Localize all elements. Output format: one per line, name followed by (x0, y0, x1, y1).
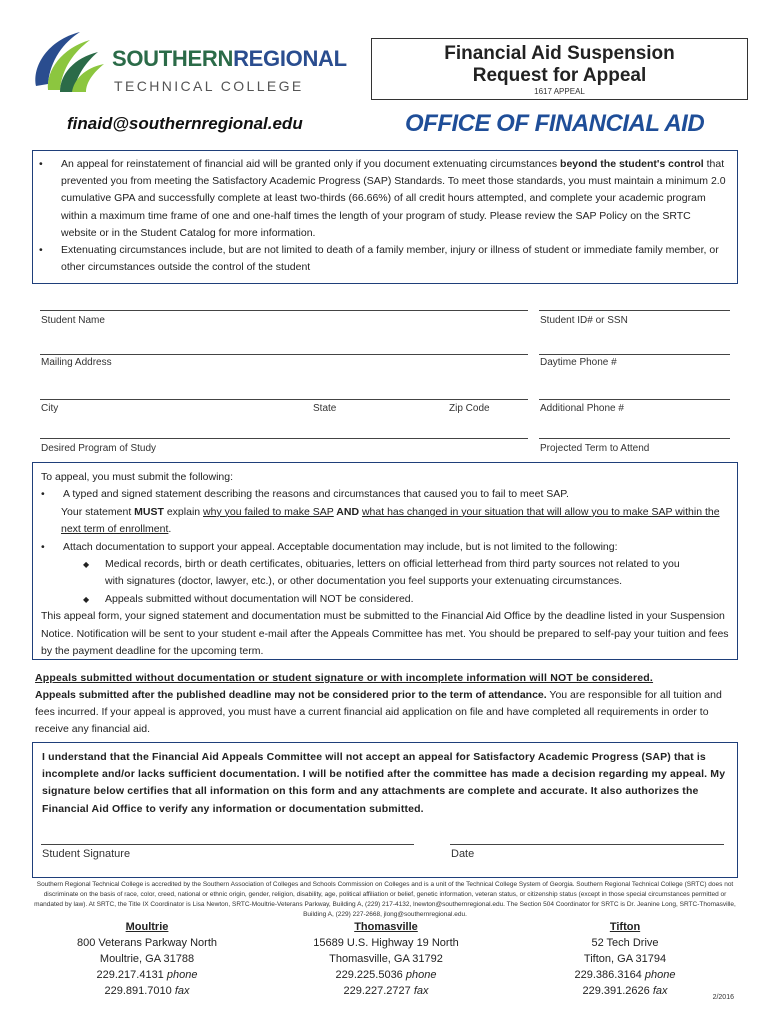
form-title-line-1: Financial Aid Suspension (444, 43, 675, 64)
appeal-closing: This appeal form, your signed statement and documentation must be submitted to the Financial Aid Office by the deadline listed in your Suspension Notice. Notification will be sent to your student e-mail after the Appeals Committee has met. You should be prepared to self-pay your tuition and fees by the payment deadline for the upcoming term. (41, 610, 729, 658)
contact-email: finaid@southernregional.edu (67, 114, 303, 133)
additional-phone-field[interactable] (539, 399, 730, 400)
campus-phone: 229.386.3164 phone (574, 969, 676, 981)
daytime-phone-field[interactable] (539, 354, 730, 355)
campus-fax: 229.227.2727 fax (343, 985, 429, 997)
logo-swoosh-icon (28, 26, 112, 100)
campus-moultrie (37, 919, 257, 999)
form-title-line-2: Request for Appeal (472, 65, 647, 86)
appeal-bullet-2 (41, 539, 729, 556)
intro-bullet-1 (39, 156, 727, 242)
campus-city: Thomasville, GA 31792 (329, 953, 443, 965)
bullet-icon: • (39, 158, 43, 170)
logo-part-1: SOUTHERN (112, 46, 234, 71)
appeal-bullet-1 (41, 486, 729, 503)
additional-phone-label: Additional Phone # (540, 403, 624, 414)
appeal-b1-text: A typed and signed statement describing the reasons and circumstances that caused you to fail to meet SAP. (63, 488, 569, 501)
campus-phone: 229.225.5036 phone (335, 969, 437, 981)
logo-part-2: REGIONAL (233, 46, 347, 71)
campus-street: 15689 U.S. Highway 19 North (313, 937, 459, 949)
college-logo (28, 26, 348, 100)
student-signature-label: Student Signature (42, 848, 131, 860)
campus-name: Tifton (609, 921, 641, 933)
city-label: City (41, 403, 59, 414)
intro-b1-bold: beyond the student's control (560, 158, 704, 170)
office-heading: OFFICE OF FINANCIAL AID (405, 110, 705, 137)
campus-city: Moultrie, GA 31788 (99, 953, 195, 965)
accreditation-notice: Southern Regional Technical College is accredited by the Southern Association of Colleges and Schools Commission on Colleges and is a unit of the Technical College System of Georgia. Southern Regional Technical College (SRTC) does not discriminate on the basis of race, color, creed, national or ethnic origin, gender, religion, disability, age, political affiliation or belief, genetic information, veteran status, or citizenship status (except in those special circumstances permitted or mandated by law). At SRTC, the Title IX Coordinator is Lisa Newton, SRTC-Moultrie-Veterans Parkway, Building A, (229) 217-4132, lnewton@southernregional.edu. The Section 504 Coordinator for SRTC is Dr. Jeanine Long, SRTC-Thomasville, Building A, (229) 227-2668, jlong@southernregional.edu. (34, 881, 736, 918)
program-label: Desired Program of Study (41, 443, 157, 454)
logo-subtitle: TECHNICAL COLLEGE (114, 78, 304, 94)
revision-date: 2/2016 (712, 994, 734, 1001)
campus-thomasville (276, 919, 496, 999)
campus-phone: 229.217.4131 phone (96, 969, 198, 981)
doc-item-2: ◆ Appeals submitted without documentation will NOT be considered. (41, 591, 729, 608)
appeal-statement-requirement: Your statement MUST explain why you failed to make SAP AND what has changed in your situation that will allow you to make SAP within the next term of enrollment. (61, 505, 720, 536)
diamond-bullet-icon: ◆ (83, 594, 90, 604)
date-field[interactable] (450, 844, 724, 845)
warning-line-1: Appeals submitted without documentation or student signature or with incomplete information will NOT be considered. (35, 672, 654, 684)
student-id-label: Student ID# or SSN (540, 315, 628, 326)
appeal-intro: To appeal, you must submit the following: (41, 471, 234, 483)
program-field[interactable] (40, 438, 528, 439)
mailing-address-field[interactable] (40, 354, 528, 355)
appeal-b2-text: Attach documentation to support your appeal. Acceptable documentation may include, but is not limited to the following: (63, 540, 618, 553)
student-id-field[interactable] (539, 310, 730, 311)
campus-street: 52 Tech Drive (591, 937, 659, 949)
doc-item-1: ◆ Medical records, birth or death certificates, obituaries, letters on official letterhead from third party sources not related to you (41, 556, 729, 573)
city-state-zip-field[interactable] (40, 399, 528, 400)
bullet-icon: • (41, 488, 45, 501)
intro-b1-text-end: that prevented you from meeting the Satisfactory Academic Progress (SAP) Standards. To meet those standards, you must maintain a minimum 2.0 cumulative GPA and successfully complete at least two-thirds (66.66%) of all credit hours attempted, and complete your academic program within a maximum time frame of one and one-half times the length of your program of study. Please review the SAP Policy on the SRTC website or in the Student Catalog for more information. (61, 158, 726, 239)
form-code: 1617 APPEAL (534, 87, 585, 96)
agreement-box (32, 742, 738, 878)
appeal-requirements-box (32, 462, 738, 660)
intro-box (32, 150, 738, 284)
student-name-label: Student Name (41, 315, 105, 326)
campus-name: Thomasville (354, 921, 418, 933)
warning-section (35, 670, 735, 738)
campus-street: 800 Veterans Parkway North (76, 937, 218, 949)
date-label: Date (451, 848, 475, 860)
state-label: State (313, 403, 337, 414)
campus-fax: 229.891.7010 fax (104, 985, 190, 997)
campus-tifton (515, 919, 735, 999)
campus-name: Moultrie (125, 921, 169, 933)
projected-term-label: Projected Term to Attend (540, 443, 650, 454)
campus-fax: 229.391.2626 fax (582, 985, 668, 997)
intro-bullet-2 (39, 242, 727, 276)
agreement-text: I understand that the Financial Aid Appeals Committee will not accept an appeal for Satisfactory Academic Progress (SAP) that is incomplete and/or lacks sufficient documentation. I will be notified after the committee has made a decision regarding my appeal. My signature below certifies that all information on this form and any attachments are complete and accurate. It also authorizes the Financial Aid Office to verify any information or documentation submitted. (42, 751, 726, 815)
doc-item-1-cont: with signatures (doctor, lawyer, etc.), or other documentation you feel supports your extenuating circumstances. (105, 575, 623, 588)
intro-b2-text: Extenuating circumstances include, but are not limited to death of a family member, injury or illness of student or immediate family member, or other circumstances outside the control of the student (61, 244, 719, 274)
warning-line-2: Appeals submitted after the published deadline may not be considered prior to the term of attendance. You are responsible for all tuition and fees incurred. If your appeal is approved, you must have a current financial aid application on file and have completed all requirements in order to receive any financial aid. (35, 689, 722, 735)
bullet-icon: • (39, 244, 43, 257)
student-name-field[interactable] (40, 310, 528, 311)
campus-city: Tifton, GA 31794 (583, 953, 667, 965)
zip-label: Zip Code (449, 403, 490, 414)
logo-wordmark (112, 47, 347, 71)
mailing-address-label: Mailing Address (41, 357, 112, 368)
form-title-box (371, 38, 748, 100)
diamond-bullet-icon: ◆ (83, 560, 90, 570)
student-signature-field[interactable] (41, 844, 414, 845)
projected-term-field[interactable] (539, 438, 730, 439)
intro-b1-text: An appeal for reinstatement of financial aid will be granted only if you document extenuating circumstances (61, 158, 561, 170)
bullet-icon: • (41, 540, 45, 553)
daytime-phone-label: Daytime Phone # (540, 357, 617, 368)
